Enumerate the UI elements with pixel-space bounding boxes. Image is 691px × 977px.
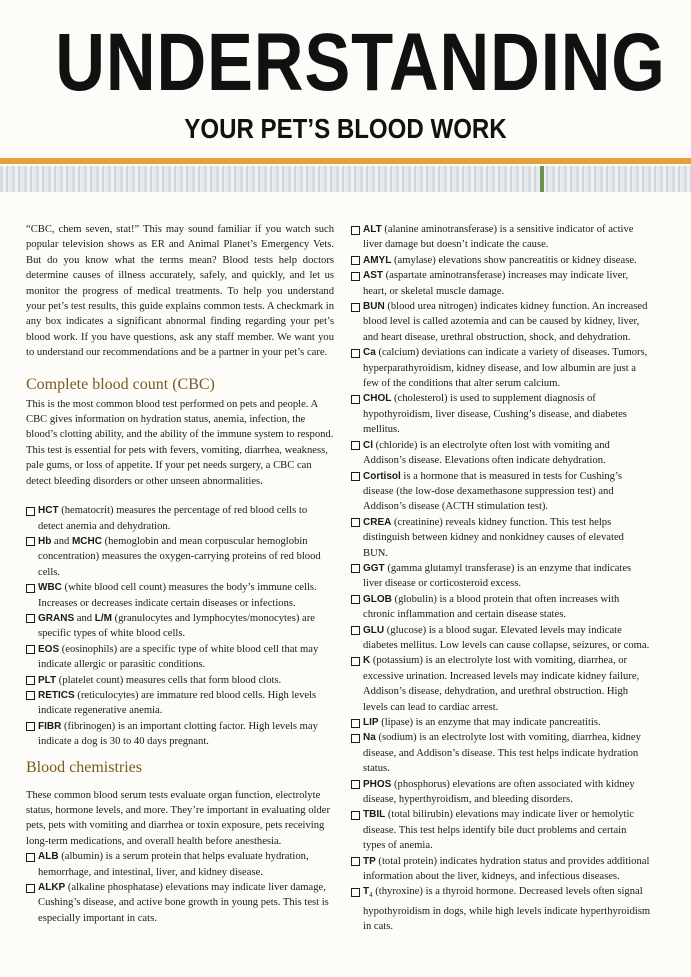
test-abbreviation: RETICS bbox=[38, 689, 75, 701]
page-title: UNDERSTANDING bbox=[55, 17, 666, 108]
test-abbreviation: AST bbox=[363, 270, 383, 282]
checklist-item bbox=[351, 222, 651, 253]
test-description: (alkaline phosphatase) elevations may indicate liver damage, Cushing’s disease, and active bone growth in young pets. This test is especially important in cats. bbox=[38, 882, 329, 924]
cbc-checklist bbox=[26, 503, 334, 750]
test-description: (hematocrit) measures the percentage of red blood cells to detect anemia and dehydration. bbox=[38, 505, 308, 532]
test-description: (potassium) is an electrolyte lost with vomiting, diarrhea, or excessive urination. Increased levels may indicate kidney failure, Addison’s disease, dehydration, and urethral obstruction. High levels can lead to cardiac arrest. bbox=[363, 655, 640, 713]
checklist-item bbox=[351, 730, 651, 776]
checklist-item bbox=[26, 611, 334, 642]
test-abbreviation: AMYL bbox=[363, 254, 392, 266]
test-abbreviation: PHOS bbox=[363, 778, 392, 790]
checklist-item bbox=[351, 623, 651, 654]
checklist-item bbox=[26, 673, 334, 688]
test-description: (white blood cell count) measures the body’s immune cells. Increases or decreases indicate certain diseases or infections. bbox=[38, 582, 317, 609]
test-description: (fibrinogen) is an important clotting factor. High levels may indicate a dog is 30 to 40 days pregnant. bbox=[38, 720, 318, 748]
orange-rule bbox=[0, 158, 691, 164]
test-abbreviation: GGT bbox=[363, 562, 385, 574]
test-description: (gamma glutamyl transferase) is an enzyme that indicates liver disease or corticosteroid excess. bbox=[363, 562, 632, 590]
checklist-item bbox=[26, 719, 334, 750]
checkbox[interactable] bbox=[26, 614, 35, 623]
checkbox[interactable] bbox=[351, 441, 360, 450]
checkbox[interactable] bbox=[351, 595, 360, 604]
checkbox[interactable] bbox=[351, 857, 360, 866]
test-abbreviation: GLU bbox=[363, 624, 385, 636]
chem-description: These common blood serum tests evaluate organ function, electrolyte status, hormone levels, and more. They’re important in evaluating older pets, pets with vomiting and diarrhea or toxin exposure, pets receiving long-term medications, and overall health before anesthesia. bbox=[26, 789, 330, 847]
checkbox[interactable] bbox=[26, 645, 35, 654]
checkbox[interactable] bbox=[26, 853, 35, 862]
checkbox[interactable] bbox=[26, 722, 35, 731]
test-description: (phosphorus) elevations are often associated with kidney disease, hyperthyroidism, and bleeding disorders. bbox=[363, 778, 635, 806]
test-description: (chloride) is an electrolyte often lost with vomiting and Addison’s disease. Elevations often indicate dehydration. bbox=[363, 439, 610, 467]
checkbox[interactable] bbox=[351, 811, 360, 820]
checklist-item bbox=[351, 299, 651, 345]
checkbox[interactable] bbox=[351, 256, 360, 265]
chem-checklist-left bbox=[26, 849, 334, 926]
striped-band bbox=[0, 166, 691, 192]
test-description: (albumin) is a serum protein that helps evaluate hydration, hemorrhage, and intestinal, liver, and kidney disease. bbox=[38, 851, 309, 878]
test-abbreviation: EOS bbox=[38, 643, 60, 655]
checkbox[interactable] bbox=[351, 719, 360, 728]
test-description: (alanine aminotransferase) is a sensitive indicator of active liver damage but doesn’t indicate the cause. bbox=[363, 224, 634, 251]
checklist-item bbox=[26, 688, 334, 719]
checklist-item bbox=[351, 854, 651, 885]
test-description: (hemoglobin and mean corpuscular hemoglobin concentration) measures the oxygen-carrying proteins of red blood cells. bbox=[38, 535, 321, 578]
intro-paragraph: “CBC, chem seven, stat!” This may sound familiar if you watch such popular television shows as ER and Animal Planet’s Emergency Vets. But do you know what the terms mean? Blood tests help doctors determine causes of illness accurately, safely, and quickly, and let us monitor the progress of medical treatments. To help you understand your pet’s test results, this guide explains common tests. A checkmark in any box indicates a significant abnormal finding regarding your pet’s blood work. If you have questions, ask any staff member. We want you to understand our recommendations and be a partner in your pet’s care. bbox=[26, 224, 334, 359]
checkbox[interactable] bbox=[351, 657, 360, 666]
conjunction: and bbox=[51, 535, 72, 547]
test-abbreviation: Hb bbox=[38, 535, 52, 547]
test-abbreviation: GRANS bbox=[38, 612, 75, 624]
test-abbreviation: Na bbox=[363, 732, 376, 744]
page-subtitle: YOUR PET’S BLOOD WORK bbox=[184, 113, 507, 144]
test-abbreviation: L/M bbox=[94, 612, 112, 624]
test-abbreviation: Ca bbox=[363, 347, 376, 359]
test-abbreviation: PLT bbox=[38, 674, 57, 686]
test-description: (total bilirubin) elevations may indicate liver or hemolytic disease. This test helps identify bile duct problems and certain types of anemia. bbox=[363, 809, 635, 852]
checkbox[interactable] bbox=[351, 226, 360, 235]
checkbox[interactable] bbox=[26, 507, 35, 516]
checkbox[interactable] bbox=[351, 303, 360, 312]
test-abbreviation: CHOL bbox=[363, 393, 392, 405]
checkbox[interactable] bbox=[26, 537, 35, 546]
checklist-item bbox=[351, 777, 651, 808]
checklist-item bbox=[26, 849, 334, 880]
test-abbreviation: K bbox=[363, 655, 371, 667]
test-abbreviation: GLOB bbox=[363, 593, 392, 605]
test-abbreviation: HCT bbox=[38, 505, 59, 517]
checkbox[interactable] bbox=[26, 584, 35, 593]
test-abbreviation: T bbox=[363, 886, 370, 898]
test-abbreviation: TBIL bbox=[363, 809, 386, 821]
checklist-item bbox=[351, 561, 651, 592]
checkbox[interactable] bbox=[351, 888, 360, 897]
test-abbreviation: ALB bbox=[38, 851, 59, 863]
test-description: (globulin) is a blood protein that often increases with chronic inflammation and certain disease states. bbox=[363, 593, 620, 621]
test-description: (thyroxine) is a thyroid hormone. Decreased levels often signal hypothyroidism in dogs, while high levels indicate hyperthyroidism in cats. bbox=[363, 886, 651, 933]
checklist-item bbox=[351, 438, 651, 469]
test-description: (creatinine) reveals kidney function. This test helps distinguish between kidney and nonkidney causes of elevated BUN. bbox=[363, 516, 624, 559]
checklist-item bbox=[26, 880, 334, 926]
test-abbreviation: Cortisol bbox=[363, 470, 401, 482]
cbc-description: This is the most common blood test performed on pets and people. A CBC gives information on hydration status, anemia, infection, the blood’s clotting ability, and the ability of the immune system to respond. This test is essential for pets with fevers, vomiting, diarrhea, weakness, pale gums, or loss of appetite. If your pet needs surgery, a CBC can detect bleeding disorders or other unseen abnormalities. bbox=[26, 398, 334, 487]
checkbox[interactable] bbox=[351, 564, 360, 573]
test-abbreviation: BUN bbox=[363, 301, 385, 313]
conjunction: and bbox=[74, 612, 95, 624]
checklist-item bbox=[351, 653, 651, 715]
checkbox[interactable] bbox=[26, 691, 35, 700]
test-abbreviation: TP bbox=[363, 855, 376, 867]
checkbox[interactable] bbox=[351, 734, 360, 743]
test-abbreviation: ALKP bbox=[38, 882, 66, 894]
checklist-item bbox=[351, 715, 651, 730]
checklist-item bbox=[351, 345, 651, 391]
test-description: (lipase) is an enzyme that may indicate pancreatitis. bbox=[378, 717, 601, 728]
checklist-item bbox=[351, 807, 651, 853]
test-abbreviation: ALT bbox=[363, 224, 382, 235]
test-abbreviation: CREA bbox=[363, 516, 392, 528]
checklist-item bbox=[26, 534, 334, 580]
checkbox[interactable] bbox=[351, 626, 360, 635]
checkbox[interactable] bbox=[351, 272, 360, 281]
cbc-heading: Complete blood count (CBC) bbox=[26, 375, 215, 393]
checkbox[interactable] bbox=[351, 395, 360, 404]
test-description: (total protein) indicates hydration status and provides additional information about the liver, kidneys, and infectious diseases. bbox=[363, 855, 650, 883]
checklist-item bbox=[351, 515, 651, 561]
checklist-item bbox=[26, 642, 334, 673]
green-accent-bar bbox=[540, 166, 544, 192]
test-description: (eosinophils) are a specific type of white blood cell that may indicate allergic or parasitic conditions. bbox=[38, 643, 319, 671]
test-description: (cholesterol) is used to supplement diagnosis of hypothyroidism, liver disease, Cushing’s disease, and diabetes mellitus. bbox=[363, 393, 627, 436]
checklist-item bbox=[351, 884, 651, 934]
checkbox[interactable] bbox=[351, 518, 360, 527]
test-description: (platelet count) measures cells that form blood clots. bbox=[56, 674, 282, 686]
checkbox[interactable] bbox=[351, 472, 360, 481]
test-description: (glucose) is a blood sugar. Elevated levels may indicate diabetes mellitus. Low levels can cause collapse, seizures, or coma. bbox=[363, 624, 650, 651]
checkbox[interactable] bbox=[26, 676, 35, 685]
checklist-item bbox=[26, 503, 334, 534]
chem-checklist-right bbox=[351, 222, 651, 935]
checklist-item bbox=[351, 268, 651, 299]
checklist-item bbox=[351, 469, 651, 515]
test-abbreviation: FIBR bbox=[38, 720, 62, 732]
subscript: 4 bbox=[369, 891, 373, 900]
checklist-item bbox=[351, 391, 651, 437]
test-description: (aspartate aminotransferase) increases may indicate liver, heart, or skeletal muscle damage. bbox=[363, 270, 629, 297]
checkbox[interactable] bbox=[351, 780, 360, 789]
right-column bbox=[351, 222, 651, 935]
checklist-item bbox=[351, 592, 651, 623]
test-description: (granulocytes and lymphocytes/monocytes) are specific types of white blood cells. bbox=[38, 612, 315, 640]
test-abbreviation: LIP bbox=[363, 717, 379, 728]
checkbox[interactable] bbox=[351, 349, 360, 358]
test-description: (reticulocytes) are immature red blood cells. High levels indicate regenerative anemia. bbox=[38, 689, 317, 717]
test-description: is a hormone that is measured in tests for Cushing’s disease (the low-dose dexamethasone suppression test) and Addison’s disease (ACTH stimulation test). bbox=[363, 470, 623, 513]
masthead bbox=[0, 0, 691, 200]
chem-heading: Blood chemistries bbox=[26, 758, 142, 776]
test-description: (blood urea nitrogen) indicates kidney function. An increased blood level is called azotemia and can be caused by kidney, liver, and heart disease, urethral obstruction, shock, and dehydration. bbox=[363, 301, 648, 343]
test-description: (amylase) elevations show pancreatitis or kidney disease. bbox=[391, 254, 637, 266]
test-abbreviation: MCHC bbox=[71, 535, 102, 547]
checkbox[interactable] bbox=[26, 884, 35, 893]
left-column bbox=[26, 222, 334, 926]
test-description: (calcium) deviations can indicate a variety of diseases. Tumors, hyperparathyroidism, kidney disease, and low albumin are just a few of the conditions that alter serum calcium. bbox=[363, 347, 648, 390]
checklist-item bbox=[351, 253, 651, 268]
test-description: (sodium) is an electrolyte lost with vomiting, diarrhea, kidney disease, and Addison’s disease. This test helps indicate hydration status. bbox=[363, 732, 641, 775]
test-abbreviation: Cl bbox=[363, 439, 373, 451]
test-abbreviation: WBC bbox=[38, 582, 62, 594]
checklist-item bbox=[26, 580, 334, 611]
